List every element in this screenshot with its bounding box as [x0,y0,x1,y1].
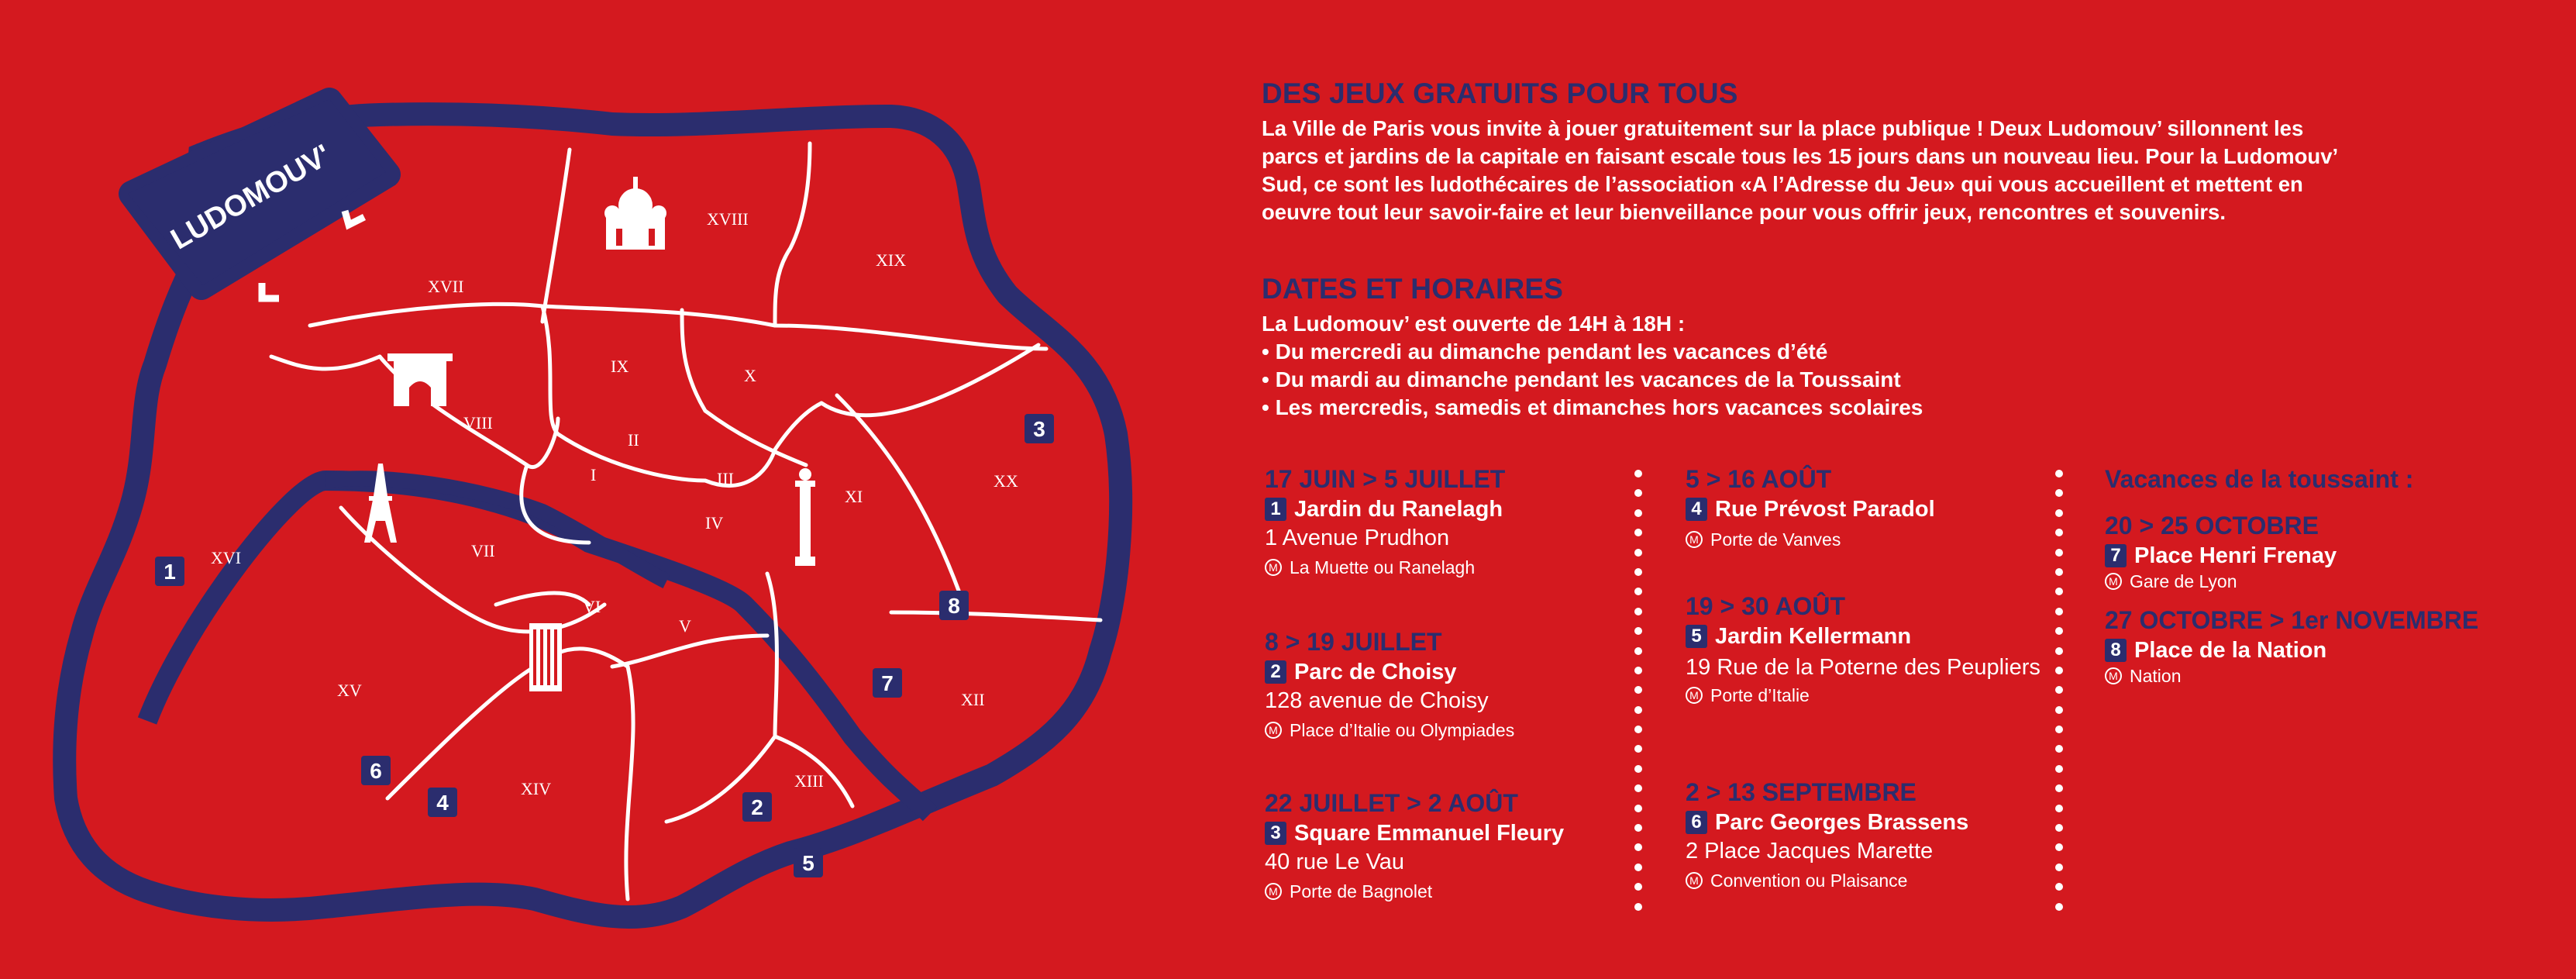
location-number-badge: 4 [1686,498,1707,521]
schedule-line: • Du mercredi au dimanche pendant les vacances d’été [1262,340,1828,364]
divider-dot [1634,608,1642,615]
map-marker-8[interactable] [939,591,969,620]
event-date: 27 OCTOBRE > 1er NOVEMBRE [2105,606,2479,634]
schedule-line: • Du mardi au dimanche pendant les vacances de la Toussaint [1262,367,1901,391]
metro-icon: M [2105,667,2122,684]
map-marker-2[interactable] [742,792,772,822]
metro-station: Convention ou Plaisance [1710,870,1908,891]
event-8 [2105,605,2539,687]
divider-dot [1634,824,1642,832]
event-date: 2 > 13 SEPTEMBRE [1686,778,1917,806]
event-place [1265,819,1637,848]
divider-dot [1634,627,1642,635]
metro-icon: M [1265,559,1282,576]
metro-station: Gare de Lyon [2130,571,2237,591]
intro-line: La Ville de Paris vous invite à jouer gratuitement sur la place publique ! Deux Ludomouv’ sillonnent les [1262,116,2304,140]
arrondissement-label: IX [611,357,629,376]
divider-dot [1634,667,1642,674]
dates-column-1 [1265,464,1637,907]
location-number-badge: 2 [1265,660,1286,684]
arrondissement-label: V [679,616,691,636]
event-place [1265,495,1637,524]
divider-dot [2055,568,2063,576]
paris-map [0,0,1240,979]
event-address: 128 avenue de Choisy [1265,688,1489,713]
metro-station: Porte d’Italie [1710,685,1810,705]
arrondissement-label: XII [961,690,985,709]
event-date: 8 > 19 JUILLET [1265,628,1442,656]
event-date: 22 JUILLET > 2 AOÛT [1265,789,1518,817]
event-1 [1265,464,1637,626]
divider-dot [1634,647,1642,655]
divider-dot [2055,765,2063,773]
metro-station: Nation [2130,666,2182,686]
event-metro [1686,680,2050,711]
place-name: Place de la Nation [2134,638,2327,663]
metro-station: Place d’Italie ou Olympiades [1290,720,1515,740]
arrondissement-labels [211,209,1018,798]
schedule-hours [1262,310,2502,422]
arrondissement-label: I [591,465,597,484]
divider-dot [1634,529,1642,536]
divider-dot [2055,805,2063,812]
arrondissement-label: IV [705,513,724,533]
column-divider-dots [2055,470,2063,922]
divider-dot [2055,726,2063,733]
divider-dot [2055,883,2063,891]
divider-dot [1634,864,1642,871]
place-name: Square Emmanuel Fleury [1294,821,1565,846]
tower-building-icon [529,623,562,691]
event-address: 1 Avenue Prudhon [1265,526,1450,550]
arrondissement-label: XIV [521,779,552,798]
divider-dot [2055,864,2063,871]
schedule-line: La Ludomouv’ est ouverte de 14H à 18H : [1262,312,1686,336]
event-metro [1265,715,1637,746]
divider-dot [1634,568,1642,576]
schedule-title: DATES ET HORAIRES [1262,273,1564,305]
location-number-badge: 1 [1265,498,1286,521]
divider-dot [1634,805,1642,812]
metro-station: La Muette ou Ranelagh [1290,557,1476,577]
marker-number: 2 [751,795,763,819]
event-metro [1686,524,2050,555]
bastille-column-icon [795,468,815,566]
arrondissement-label: XVI [211,548,242,567]
divider-dot [1634,903,1642,911]
divider-dot [2055,706,2063,714]
arrondissement-label: II [628,430,639,450]
intro-line: oeuvre tout leur savoir-faire et leur bienveillance pour vous offrir jeux, rencontres et souvenirs. [1262,200,2226,224]
dates-column-2 [1686,464,2050,896]
map-marker-5[interactable] [794,848,823,877]
marker-number: 4 [436,791,449,815]
event-5 [1686,591,2050,777]
marker-number: 8 [948,594,960,618]
arrondissement-label: X [744,366,756,385]
arrondissement-label: III [717,469,734,488]
divider-dot [2055,824,2063,832]
divider-dot [2055,509,2063,517]
arrondissement-label: XVII [428,277,464,296]
arrondissement-label: XIX [876,250,907,270]
arrondissement-label: VI [583,597,601,616]
divider-dot [2055,784,2063,792]
divider-dot [1634,509,1642,517]
location-number-badge: 7 [2105,544,2127,567]
divider-dot [1634,470,1642,477]
map-marker-4[interactable] [428,788,457,817]
divider-dot [2055,588,2063,595]
metro-icon: M [2105,573,2122,590]
divider-dot [2055,843,2063,851]
event-metro [1265,876,1637,907]
event-place [2105,541,2539,571]
arrondissement-label: XX [994,471,1018,491]
divider-dot [1634,784,1642,792]
marker-number: 6 [370,759,382,783]
divider-dot [1634,765,1642,773]
place-name: Parc de Choisy [1294,660,1457,684]
arrondissement-label: VIII [463,413,493,433]
metro-icon: M [1686,872,1703,889]
event-4 [1686,464,2050,591]
divider-dot [1634,883,1642,891]
location-number-badge: 5 [1686,625,1707,648]
svg-text:LUDOMOUV': LUDOMOUV' [165,138,337,257]
arc-de-triomphe-icon [387,353,453,406]
arrondissement-label: XIII [794,771,824,791]
event-metro [1265,552,1637,583]
divider-dot [1634,726,1642,733]
toussaint-heading: Vacances de la toussaint : [2105,465,2414,493]
metro-icon: M [1686,531,1703,548]
event-address: 2 Place Jacques Marette [1686,839,1934,864]
marker-number: 1 [164,560,176,584]
place-name: Jardin du Ranelagh [1294,497,1503,522]
intro-line: Sud, ce sont les ludothécaires de l’association «A l’Adresse du Jeu» qui vous accueillent et mettent en [1262,172,2303,196]
event-date: 19 > 30 AOÛT [1686,592,1846,620]
divider-dot [2055,470,2063,477]
place-name: Parc Georges Brassens [1715,810,1969,835]
event-place [1686,495,2050,524]
divider-dot [1634,745,1642,753]
divider-dot [2055,647,2063,655]
event-place [1686,622,2050,651]
event-6 [1686,777,2050,896]
schedule-line: • Les mercredis, samedis et dimanches hors vacances scolaires [1262,395,1923,419]
divider-dot [2055,529,2063,536]
event-date: 5 > 16 AOÛT [1686,465,1832,493]
divider-dot [2055,686,2063,694]
map-marker-7[interactable] [873,668,902,698]
event-2 [1265,626,1637,788]
event-date: 17 JUIN > 5 JUILLET [1265,465,1506,493]
divider-dot [1634,686,1642,694]
dates-column-3 [2105,464,2539,687]
event-metro [2105,665,2539,687]
divider-dot [1634,843,1642,851]
divider-dot [2055,667,2063,674]
divider-dot [2055,627,2063,635]
location-number-badge: 6 [1686,811,1707,834]
divider-dot [2055,549,2063,557]
event-place [1686,808,2050,837]
divider-dot [2055,903,2063,911]
event-address: 19 Rue de la Poterne des Peupliers [1686,655,2040,680]
column-divider-dots [1634,470,1642,922]
intro-title: DES JEUX GRATUITS POUR TOUS [1262,78,1738,109]
metro-icon: M [1265,722,1282,739]
divider-dot [2055,489,2063,497]
location-number-badge: 8 [2105,639,2127,662]
intro-line: parcs et jardins de la capitale en faisant escale tous les 15 jours dans un nouveau lieu. Pour la Ludomouv’ [1262,144,2339,168]
arrondissement-label: XI [845,487,863,506]
metro-icon: M [1686,687,1703,704]
ludomouv-logo [128,99,387,298]
divider-dot [1634,489,1642,497]
event-7 [2105,510,2539,605]
event-place [2105,636,2539,665]
place-name: Place Henri Frenay [2134,543,2337,568]
info-panel [1262,0,2564,979]
arrondissement-label: XVIII [707,209,749,229]
marker-number: 3 [1033,417,1045,441]
marker-number: 7 [881,671,894,695]
metro-icon: M [1265,883,1282,900]
sacre-coeur-icon [604,177,666,250]
map-marker-3[interactable] [1025,414,1054,443]
event-date: 20 > 25 OCTOBRE [2105,512,2319,539]
intro-paragraph [1262,115,2502,226]
place-name: Rue Prévost Paradol [1715,497,1935,522]
map-marker-6[interactable] [361,756,391,785]
divider-dot [2055,608,2063,615]
divider-dot [1634,549,1642,557]
marker-number: 5 [802,851,814,875]
divider-dot [2055,745,2063,753]
divider-dot [1634,706,1642,714]
arrondissement-label: VII [471,541,495,560]
event-metro [1686,865,2050,896]
event-address: 40 rue Le Vau [1265,850,1405,874]
divider-dot [1634,588,1642,595]
metro-station: Porte de Bagnolet [1290,881,1433,901]
event-place [1265,657,1637,687]
map-marker-1[interactable] [155,557,184,586]
event-metro [2105,571,2539,592]
place-name: Jardin Kellermann [1715,624,1912,649]
location-number-badge: 3 [1265,822,1286,845]
metro-station: Porte de Vanves [1710,529,1841,550]
event-3 [1265,788,1637,907]
arrondissement-label: XV [337,681,362,700]
